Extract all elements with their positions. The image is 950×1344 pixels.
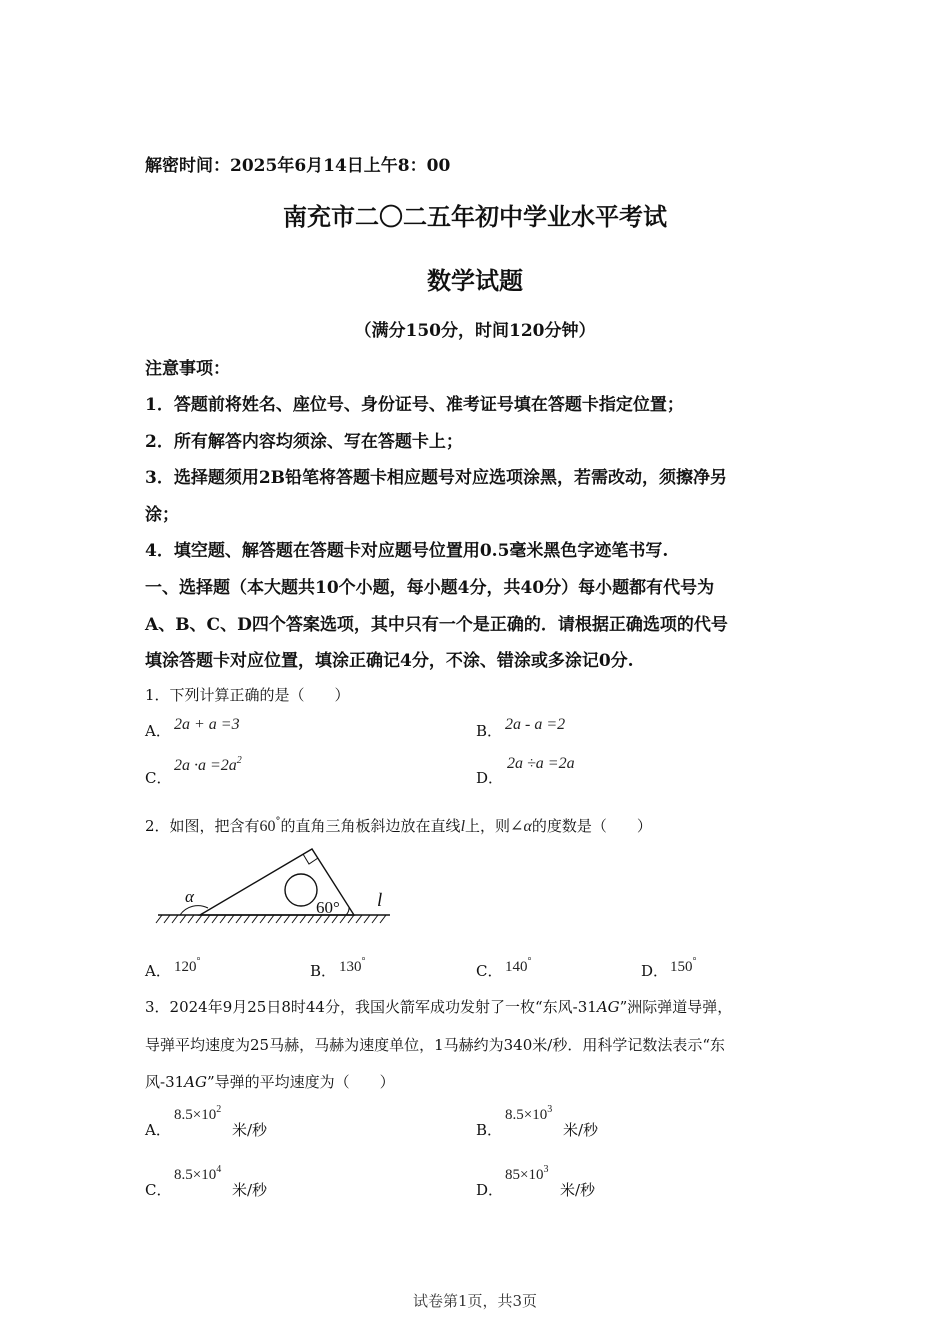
q2-option-b: [310, 960, 336, 981]
option-letter: B．: [476, 722, 503, 740]
value: 120: [174, 959, 197, 975]
question-3-line-3: [145, 1071, 395, 1092]
value: 130: [339, 959, 362, 975]
q2-option-a: [145, 960, 171, 981]
notice-item: 1．答题前将姓名、座位号、身份证号、准考证号填在答题卡指定位置；: [145, 395, 684, 415]
degree-sign: °: [527, 956, 532, 967]
notice-heading: 注意事项：: [145, 359, 230, 379]
q3-option-b-unit: 米/秒: [563, 1121, 599, 1139]
ground-hatching: [156, 915, 386, 923]
section-heading: 一、选择题（本大题共10个小题，每小题4分，共40分）每小题都有代号为: [145, 578, 715, 598]
notice-item: 4．填空题、解答题在答题卡对应题号位置用0.5毫米黑色字迹笔书写.: [145, 541, 669, 561]
value: 140: [505, 959, 528, 975]
degree-sign: °: [275, 816, 281, 827]
q2-option-c: [476, 960, 502, 981]
option-letter: B．: [476, 1121, 503, 1139]
q1-option-d: [476, 767, 503, 788]
notice-item: 涂；: [145, 505, 179, 525]
angle-60: 60: [259, 818, 276, 835]
base: 8.5×10: [174, 1167, 217, 1183]
q3-option-c-value: [174, 1164, 221, 1184]
degree-sign: °: [196, 956, 201, 967]
angle-60-arc: [346, 907, 349, 915]
q2-option-b-value: [339, 956, 366, 976]
q3-option-c: [145, 1179, 171, 1200]
option-letter: C．: [145, 1181, 172, 1199]
line-l: l: [460, 818, 466, 835]
q3-option-c-unit: 米/秒: [232, 1181, 268, 1199]
stem-part: ”导弹的平均速度为（ ）: [206, 1073, 395, 1091]
release-time: 解密时间：2025年6月14日上午8：00: [145, 156, 451, 176]
exponent: 2: [216, 1104, 222, 1115]
q1-option-b-expr: 2a - a =2: [505, 716, 566, 733]
question-1-stem: 1．下列计算正确的是（ ）: [145, 686, 350, 704]
line-l-label: l: [377, 890, 383, 911]
q3-option-a-unit: 米/秒: [232, 1121, 268, 1139]
score-time: （满分150分，时间120分钟）: [354, 321, 596, 341]
triangle-ruler-figure: [150, 842, 400, 927]
q1-option-a-expr: 2a + a =3: [174, 716, 240, 733]
stem-part: 3．2024年9月25日8时44分，我国火箭军成功发射了一枚“东风-31: [145, 998, 597, 1016]
q3-option-d: [476, 1179, 503, 1200]
exponent: 4: [216, 1164, 222, 1175]
q1-option-c-expr: [174, 755, 242, 775]
page-footer: 试卷第1页，共3页: [412, 1292, 538, 1310]
option-letter: C．: [476, 962, 503, 980]
value: 150: [670, 959, 693, 975]
stem-part: 的度数是（ ）: [531, 817, 652, 835]
alpha-arc: [180, 906, 208, 915]
stem-part: ”洲际弹道导弹，: [619, 998, 733, 1016]
section-heading: 填涂答题卡对应位置，填涂正确记4分，不涂、错涂或多涂记0分.: [145, 651, 634, 671]
ag-text: AG: [596, 998, 620, 1016]
exam-title: 南充市二〇二五年初中学业水平考试: [283, 202, 667, 231]
q3-option-b-value: [505, 1104, 552, 1124]
stem-part: 的直角三角板斜边放在直线: [280, 817, 461, 835]
angle-60-label: 60°: [316, 898, 340, 917]
q2-option-d: [641, 960, 668, 981]
q3-option-d-unit: 米/秒: [560, 1181, 596, 1199]
option-letter: A．: [145, 722, 171, 740]
q1-option-c: [145, 767, 171, 788]
q3-option-d-value: [505, 1164, 548, 1184]
exponent: 3: [543, 1164, 549, 1175]
base: 8.5×10: [505, 1107, 548, 1123]
q3-option-a-value: [174, 1104, 221, 1124]
angle-alpha: ∠α: [510, 818, 532, 835]
notice-item: 2．所有解答内容均须涂、写在答题卡上；: [145, 432, 463, 452]
question-3-line-1: [145, 996, 732, 1017]
degree-sign: °: [361, 956, 366, 967]
option-letter: D．: [476, 1181, 504, 1199]
option-letter: A．: [145, 962, 171, 980]
q3-option-a: [145, 1119, 171, 1140]
q2-option-c-value: [505, 956, 532, 976]
option-letter: C．: [145, 769, 172, 787]
option-letter: D．: [476, 769, 504, 787]
q3-option-b: [476, 1119, 502, 1140]
stem-part: 2．如图，把含有: [145, 817, 260, 835]
expr-text: 2a ·a =2a: [174, 757, 237, 774]
alpha-label: α: [185, 887, 194, 906]
q1-option-a: [145, 720, 171, 741]
section-heading: A、B、C、D四个答案选项，其中只有一个是正确的．请根据正确选项的代号: [145, 615, 728, 635]
q2-option-a-value: [174, 956, 201, 976]
question-2-stem: [145, 815, 652, 836]
exponent: 3: [547, 1104, 553, 1115]
option-letter: A．: [145, 1121, 171, 1139]
ag-text: AG: [184, 1073, 207, 1091]
base: 85×10: [505, 1167, 544, 1183]
expr-sup: 2: [236, 755, 242, 766]
q1-option-d-expr: 2a ÷a =2a: [507, 755, 575, 772]
option-letter: D．: [641, 962, 669, 980]
question-3-line-2: 导弹平均速度为25马赫，马赫为速度单位，1马赫约为340米/秒．用科学记数法表示“东: [145, 1036, 725, 1054]
base: 8.5×10: [174, 1107, 217, 1123]
q2-option-d-value: [670, 956, 697, 976]
subject-title: 数学试题: [427, 266, 523, 295]
option-letter: B．: [310, 962, 337, 980]
q1-option-b: [476, 720, 502, 741]
degree-sign: °: [692, 956, 697, 967]
stem-part: 风-31: [145, 1073, 185, 1091]
hole-circle: [285, 874, 317, 906]
notice-item: 3．选择题须用2B铅笔将答题卡相应题号对应选项涂黑，若需改动，须擦净另: [145, 468, 728, 488]
stem-part: 上，则: [465, 817, 511, 835]
